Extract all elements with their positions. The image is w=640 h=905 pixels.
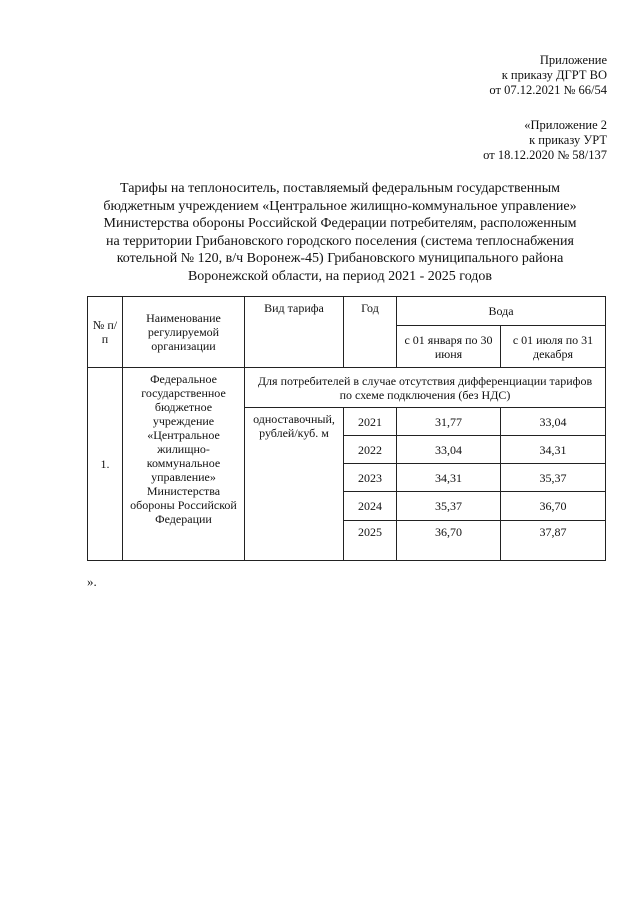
year-cell: 2021: [344, 408, 397, 436]
header-tariff-type: Вид тарифа: [245, 297, 344, 368]
consumer-condition: Для потребителей в случае отсутствия дифференциации тарифов по схеме подключения (без НДС): [245, 368, 606, 408]
year-cell: 2025: [344, 521, 397, 561]
appendix-reference: [489, 53, 607, 98]
title-line: Министерства обороны Российской Федерации потребителям, расположенным: [103, 216, 577, 232]
tariff-value-h2: 36,70: [501, 492, 606, 521]
tariff-value-h2: 34,31: [501, 436, 606, 464]
header-period-first-half: с 01 января по 30 июня: [397, 326, 501, 368]
title-line: бюджетным учреждением «Центральное жилищно-коммунальное управление»: [103, 198, 577, 214]
title-line: Воронежской области, на период 2021 - 2025 годов: [187, 268, 493, 284]
row-number: 1.: [88, 368, 123, 561]
tariff-value-h1: 35,37: [397, 492, 501, 521]
tariff-type: одноставочный, рублей/куб. м: [245, 408, 344, 561]
appendix-line: «Приложение 2: [524, 118, 607, 132]
tariff-value-h2: 33,04: [501, 408, 606, 436]
year-cell: 2023: [344, 464, 397, 492]
tariff-value-h2: 37,87: [501, 521, 606, 561]
header-organization: Наименование регулируемой организации: [123, 297, 245, 368]
organization-name: Федеральное государственное бюджетное учреждение «Центральное жилищно-коммунальное управление» Министерства обороны Российской Федерации: [123, 368, 245, 561]
document-title: [60, 180, 620, 286]
header-period-second-half: с 01 июля по 31 декабря: [501, 326, 606, 368]
appendix-line: от 07.12.2021 № 66/54: [489, 83, 607, 97]
appendix-line: Приложение: [539, 53, 607, 67]
tariff-value-h1: 34,31: [397, 464, 501, 492]
tariff-value-h1: 31,77: [397, 408, 501, 436]
tariff-value-h2: 35,37: [501, 464, 606, 492]
tariff-value-h1: 36,70: [397, 521, 501, 561]
header-water: Вода: [397, 297, 606, 326]
original-appendix-reference: [483, 118, 607, 163]
closing-quote: ».: [87, 574, 97, 589]
appendix-line: к приказу ДГРТ ВО: [501, 68, 607, 82]
title-line: Тарифы на теплоноситель, поставляемый федеральным государственным: [120, 181, 560, 196]
title-line: на территории Грибановского городского поселения (система теплоснабжения: [106, 233, 574, 249]
header-number: № п/п: [88, 297, 123, 368]
header-year: Год: [344, 297, 397, 368]
appendix-line: от 18.12.2020 № 58/137: [483, 148, 607, 162]
title-line: котельной № 120, в/ч Воронеж-45) Грибановского муниципального района: [116, 251, 564, 267]
year-cell: 2024: [344, 492, 397, 521]
tariff-table: [87, 296, 606, 561]
tariff-value-h1: 33,04: [397, 436, 501, 464]
appendix-line: к приказу УРТ: [529, 133, 607, 147]
year-cell: 2022: [344, 436, 397, 464]
